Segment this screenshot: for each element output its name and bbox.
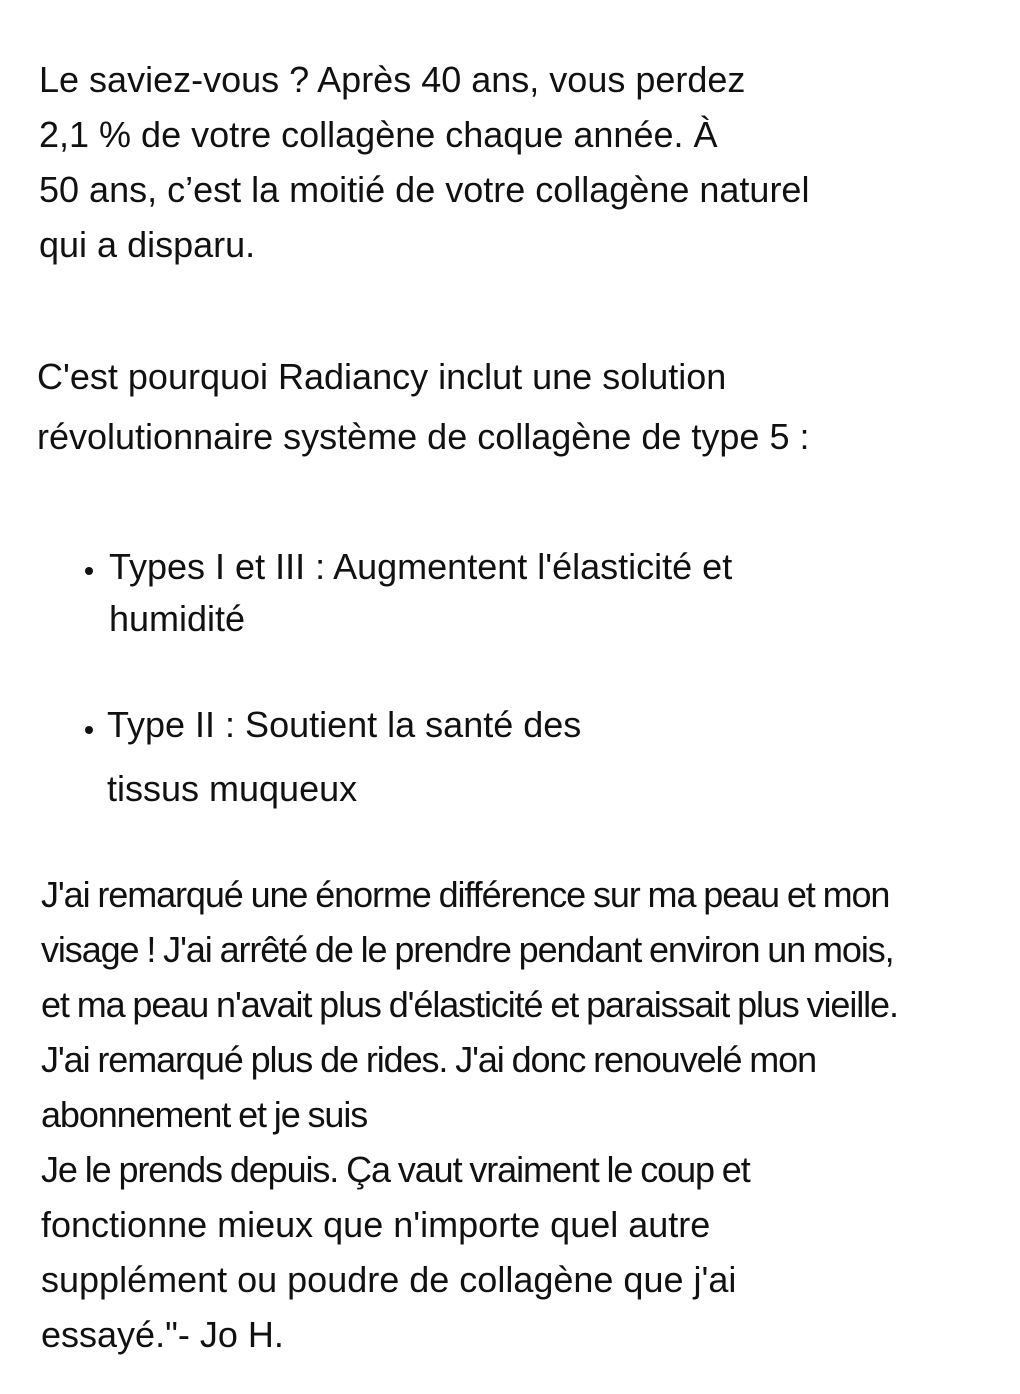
testimonial-line: Je le prends depuis. Ça vaut vraiment le coup et <box>41 1149 750 1190</box>
bullet-icon <box>85 567 93 575</box>
testimonial-line: fonctionne mieux que n'importe quel autre <box>41 1204 711 1245</box>
list-item-line: Types I et III : Augmentent l'élasticité et <box>109 546 733 587</box>
why-line: révolutionnaire système de collagène de type 5 : <box>37 416 810 457</box>
list-item-line: Type II : Soutient la santé des <box>107 704 582 745</box>
intro-line: 2,1 % de votre collagène chaque année. À <box>39 114 718 155</box>
testimonial-line: J'ai remarqué plus de rides. J'ai donc renouvelé mon <box>41 1039 816 1080</box>
intro-line: 50 ans, c’est la moitié de votre collagène naturel <box>39 169 810 210</box>
intro-line: Le saviez-vous ? Après 40 ans, vous perdez <box>39 59 746 100</box>
list-item-line: humidité <box>109 598 246 639</box>
bullet-icon <box>85 726 93 734</box>
list-item-line: tissus muqueux <box>107 768 358 809</box>
testimonial-line: visage ! J'ai arrêté de le prendre pendant environ un mois, <box>41 929 894 970</box>
intro-line: qui a disparu. <box>39 224 256 265</box>
testimonial-line: J'ai remarqué une énorme différence sur ma peau et mon <box>41 874 890 915</box>
testimonial-line: et ma peau n'avait plus d'élasticité et paraissait plus vieille. <box>41 984 898 1025</box>
testimonial-line: abonnement et je suis <box>41 1094 368 1135</box>
testimonial-author-line: essayé."- Jo H. <box>41 1314 284 1355</box>
why-line: C'est pourquoi Radiancy inclut une solution <box>37 356 727 397</box>
testimonial-line: supplément ou poudre de collagène que j'ai <box>41 1259 737 1300</box>
